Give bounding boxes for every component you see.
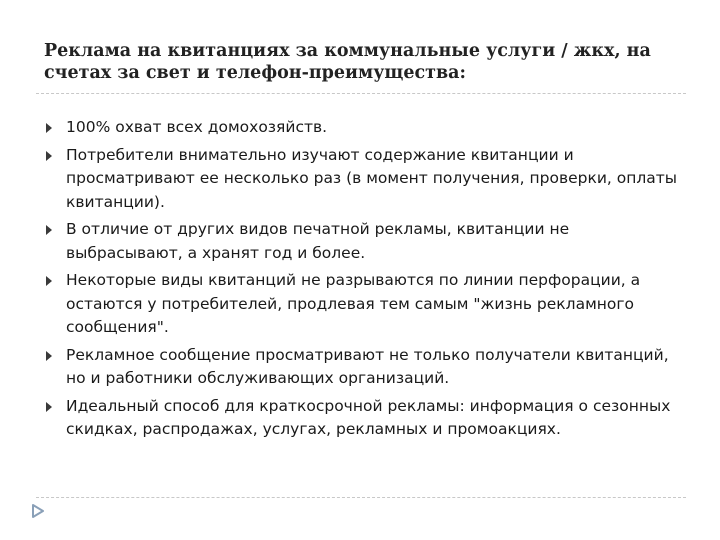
triangle-bullet-icon bbox=[46, 402, 52, 412]
list-item bbox=[44, 218, 684, 265]
bullet-list bbox=[44, 116, 684, 446]
slide-nav-arrow-icon[interactable] bbox=[30, 503, 48, 519]
list-item bbox=[44, 395, 684, 442]
slide-title: Реклама на квитанциях за коммунальные услуги / жкх, на счетах за свет и телефон-преимущества: bbox=[44, 41, 651, 83]
bullet-text: 100% охват всех домохозяйств. bbox=[66, 118, 328, 136]
bullet-text: Некоторые виды квитанций не разрываются по линии перфорации, а остаются у потребителей, продлевая тем самым "жизнь рекламного сообщения". bbox=[66, 271, 641, 336]
bullet-text: Идеальный способ для краткосрочной рекламы: информация о сезонных скидках, распродажах, услугах, рекламных и промоакциях. bbox=[66, 396, 671, 438]
list-item bbox=[44, 144, 684, 215]
bullet-text: В отличие от других видов печатной рекламы, квитанции не выбрасывают, а хранят год и более. bbox=[66, 220, 570, 262]
triangle-bullet-icon bbox=[46, 151, 52, 161]
bottom-divider bbox=[36, 497, 686, 498]
bullet-text: Рекламное сообщение просматривают не только получатели квитанций, но и работники обслуживающих организаций. bbox=[66, 345, 669, 387]
triangle-bullet-icon bbox=[46, 123, 52, 133]
title-divider bbox=[36, 93, 686, 94]
triangle-bullet-icon bbox=[46, 351, 52, 361]
triangle-bullet-icon bbox=[46, 225, 52, 235]
list-item bbox=[44, 116, 684, 140]
triangle-bullet-icon bbox=[46, 276, 52, 286]
list-item bbox=[44, 344, 684, 391]
bullet-text: Потребители внимательно изучают содержание квитанции и просматривают ее несколько раз (в момент получения, проверки, оплаты квитанции). bbox=[66, 145, 678, 211]
list-item bbox=[44, 269, 684, 340]
